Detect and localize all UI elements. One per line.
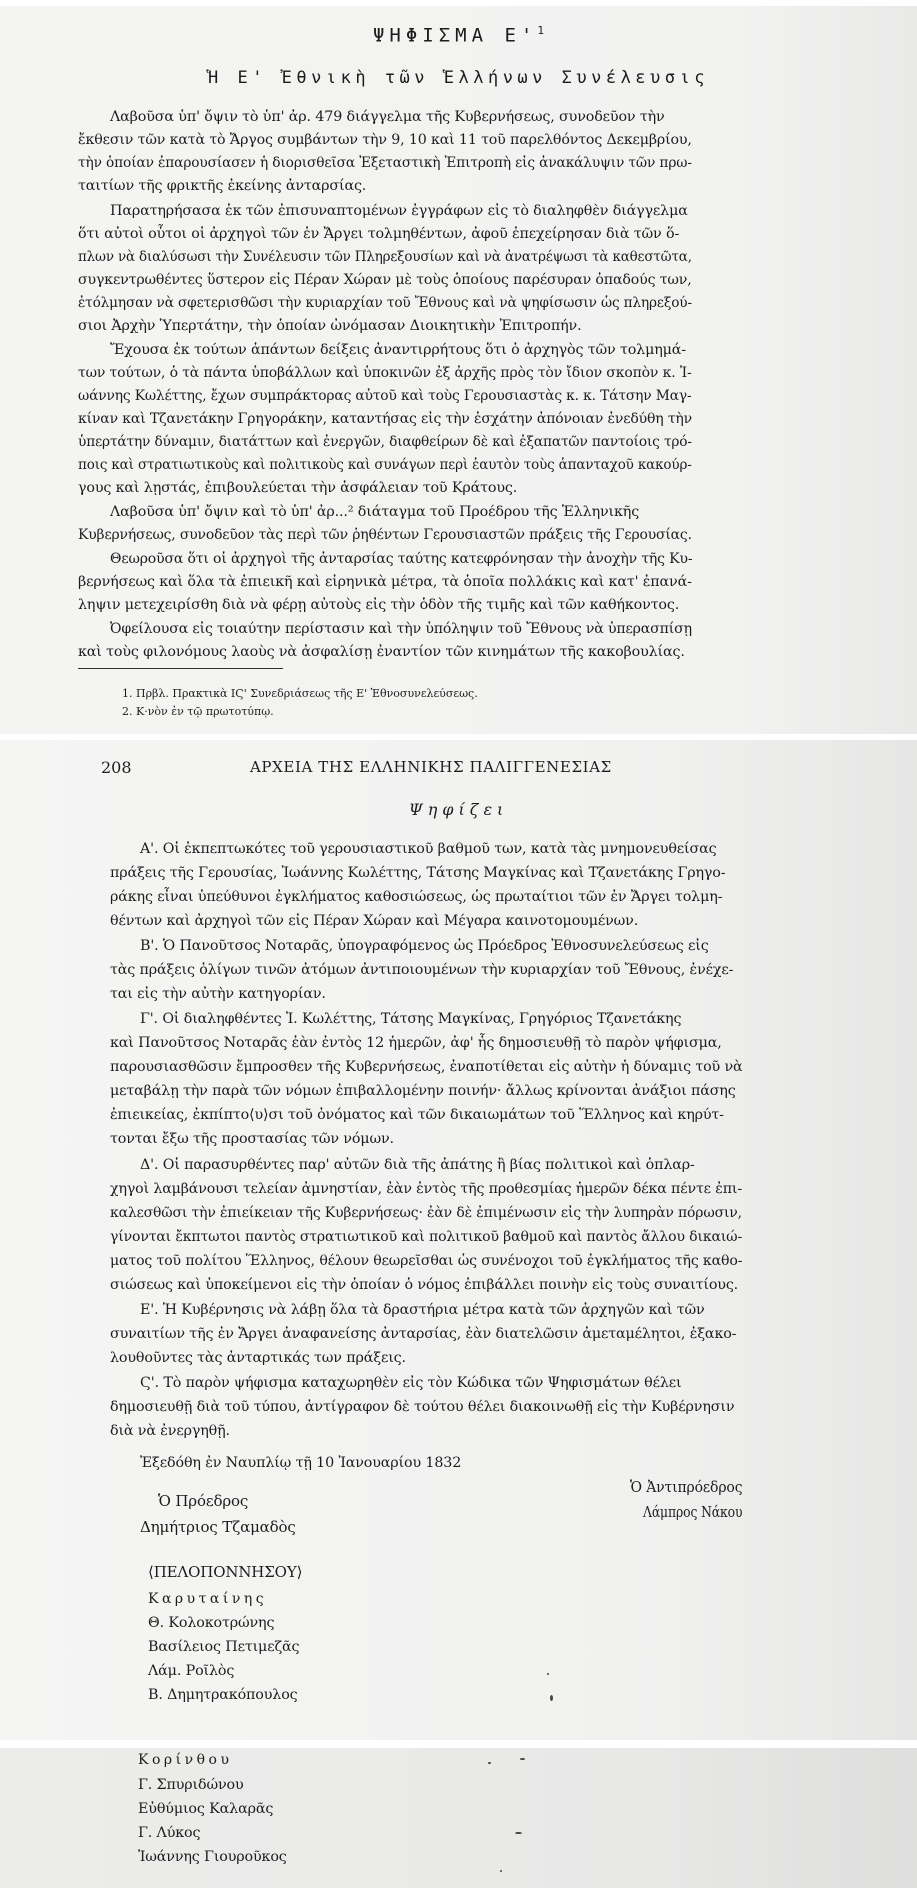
text-line: βερνήσεως καὶ ὅλα τὰ ἐπιεικῆ καὶ εἰρηνικὰ μέτρα, τὰ ὁποῖα πολλάκις καὶ κατ' ἐπανά- (78, 574, 692, 590)
text-line: πράξεις τῆς Γερουσίας, Ἰωάννης Κωλέττης, Τάτσης Μαγκίνας καὶ Τζανετάκης Γρηγο- (110, 865, 726, 881)
text-line: Ϛ'. Τὸ παρὸν ψήφισμα καταχωρηθὲν εἰς τὸν Κώδικα τῶν Ψηφισμάτων θέλει (140, 1375, 682, 1391)
running-head: ΑΡΧΕΙΑ ΤΗΣ ΕΛΛΗΝΙΚΗΣ ΠΑΛΙΓΓΕΝΕΣΙΑΣ (250, 758, 612, 776)
district-heading: Καρυταίνης (148, 1591, 268, 1607)
decree-heading: Ψηφίζει (408, 800, 509, 819)
region-heading: ⟨ΠΕΛΟΠΟΝΝΗΣΟΥ⟩ (148, 1563, 303, 1581)
text-line: γίνονται ἔκπτωτοι παντὸς στρατιωτικοῦ καὶ πολιτικοῦ βαθμοῦ καὶ παντὸς ἄλλου δικαιώ- (110, 1229, 743, 1245)
president-name: Δημήτριος Τζαμαδὸς (140, 1518, 296, 1536)
text-line: τὴν ὁποίαν ἐπαρουσίασεν ἡ διορισθεῖσα Ἐξεταστικὴ Ἐπιτροπὴ εἰς ἀνακάλυψιν τῶν πρω- (78, 155, 692, 171)
text-line: συναιτίων τῆς ἐν Ἄργει ἀναφανείσης ἀνταρσίας, ἐὰν διατελῶσιν ἀμεταμέλητοι, ἐξακο- (110, 1326, 737, 1342)
text-line: σιοι Ἀρχὴν Ὑπερτάτην, τὴν ὁποίαν ὠνόμασαν Διοικητικὴν Ἐπιτροπήν. (78, 318, 582, 334)
text-line: ἐτόλμησαν νὰ σφετερισθῶσι τὴν κυριαρχίαν τοῦ Ἔθνους καὶ νὰ ψηφίσωσιν ὡς πληρεξού- (78, 295, 692, 311)
page-208-scan (0, 740, 917, 1740)
footnote-rule (78, 668, 283, 669)
signatory-name: Βασίλειος Πετιμεζᾶς (148, 1639, 300, 1655)
decree-title-text: ΨΗΦΙΣΜΑ Ε' (372, 24, 538, 47)
text-line: γους καὶ λῃστάς, ἐπιβουλεύεται τὴν ἀσφάλειαν τοῦ Κράτους. (78, 480, 518, 496)
text-line: Γ'. Οἱ διαληφθέντες Ἰ. Κωλέττης, Τάτσης Μαγκίνας, Γρηγόριος Τζανετάκης (140, 1011, 682, 1027)
text-line: καὶ τοὺς φιλονόμους λαοὺς νὰ ἀσφαλίσῃ ἐναντίον τῶν κινημάτων τῆς κακοβουλίας. (78, 644, 685, 660)
text-line: Λαβοῦσα ὑπ' ὄψιν καὶ τὸ ὑπ' ἀρ...² διάταγμα τοῦ Προέδρου τῆς Ἑλληνικῆς (110, 504, 640, 520)
text-line: τὰς πράξεις ὀλίγων τινῶν ἀτόμων ἀντιποιουμένων τὴν κυριαρχίαν τοῦ Ἔθνους, ἐνέχε- (110, 962, 734, 978)
signatory-name: Θ. Κολοκοτρώνης (148, 1615, 275, 1631)
signatory-name: Β. Δημητρακόπουλος (148, 1687, 298, 1703)
text-line: κίναν καὶ Τζανετάκην Γρηγοράκην, καταντήσας εἰς τὴν ἐσχάτην ἀπόνοιαν ἐνεδύθη τὴν (78, 411, 693, 427)
upper-page-scan (0, 6, 917, 734)
assembly-subtitle: Ἡ Ε' Ἐθνικὴ τῶν Ἑλλήνων Συνέλευσις (208, 68, 709, 88)
text-line: Λαβοῦσα ὑπ' ὄψιν τὸ ὑπ' ἀρ. 479 διάγγελμα τῆς Κυβερνήσεως, συνοδεῦον τὴν (110, 109, 665, 125)
scan-speck (547, 1673, 549, 1675)
text-line: ματος τοῦ πολίτου Ἕλληνος, θέλουν θεωρεῖσθαι ὡς συνένοχοι τοῦ ἐγκλήματος τῆς καθο- (110, 1253, 743, 1269)
text-line: ληψιν μετεχειρίσθη διὰ νὰ φέρῃ αὐτοὺς εἰς τὴν ὁδὸν τῆς τιμῆς καὶ τῶν καθήκοντος. (78, 597, 680, 613)
scan-speck (520, 1758, 525, 1760)
text-line: ράκης εἶναι ὑπεύθυνοι ἐγκλήματος καθοσιώσεως, ὡς πρωταίτιοι τῶν ἐν Ἄργει τολμη- (110, 889, 723, 905)
text-line: Α'. Οἱ ἐκπεπτωκότες τοῦ γερουσιαστικοῦ βαθμοῦ των, κατὰ τὰς μνημονευθείσας (140, 841, 717, 857)
footnote: 2. Κ·νὸν ἐν τῷ πρωτοτύπῳ. (122, 705, 274, 718)
text-line: Δ'. Οἱ παρασυρθέντες παρ' αὐτῶν διὰ τῆς ἀπάτης ἢ βίας πολιτικοὶ καὶ ὁπλαρ- (140, 1157, 695, 1173)
text-line: σιώσεως καὶ ὑποκείμενοι εἰς τὴν ὁποίαν ὁ νόμος ἐπιβάλλει ποινὴν εἰς τοὺς συναιτίους. (110, 1277, 739, 1293)
decree-title (0, 24, 917, 46)
text-line: ἔκθεσιν τῶν κατὰ τὸ Ἄργος συμβάντων τὴν 9, 10 καὶ 11 τοῦ παρελθόντος Δεκεμβρίου, (78, 132, 692, 148)
text-line: Θεωροῦσα ὅτι οἱ ἀρχηγοὶ τῆς ἀνταρσίας ταύτης κατεφρόνησαν τὴν ἀνοχὴν τῆς Κυ- (110, 551, 693, 567)
page-number: 208 (101, 758, 132, 777)
scan-speck (488, 1762, 491, 1764)
text-line: λουθοῦντες τὰς ἀνταρτικάς των πράξεις. (110, 1350, 406, 1366)
footnote-marker: 1 (537, 24, 544, 37)
text-line: Ὀφείλουσα εἰς τοιαύτην περίστασιν καὶ τὴν ὑπόληψιν τοῦ Ἔθνους νὰ ὑπερασπίσῃ (110, 621, 692, 637)
text-line: τονται ἔξω τῆς προστασίας τῶν νόμων. (110, 1131, 394, 1147)
vice-president-title: Ὁ Ἀντιπρόεδρος (630, 1478, 743, 1496)
text-line: πλων νὰ διαλύσωσι τὴν Συνέλευσιν τῶν Πληρεξουσίων καὶ νὰ ἀνατρέψωσι τὰ καθεστῶτα, (78, 249, 692, 265)
text-line: ὑπερτάτην δύναμιν, διατάττων καὶ ἐνεργῶν, διαφθείρων δὲ καὶ ἐξαπατῶν παντοίοις τρό- (78, 434, 692, 450)
text-line: Β'. Ὁ Πανοῦτσος Νοταρᾶς, ὑπογραφόμενος ὡς Πρόεδρος Ἐθνοσυνελεύσεως εἰς (140, 938, 709, 954)
text-line: των τούτων, ὁ τὰ πάντα ὑποβάλλων καὶ ὑποκινῶν ἐξ ἀρχῆς πρὸς τὸν ἴδιον σκοπὸν κ. Ἰ- (78, 365, 692, 381)
continuation-scan (0, 1748, 917, 1888)
text-line: θέντων καὶ ἀρχηγοὶ τῶν εἰς Πέραν Χώραν καὶ Μέγαρα καινοτομουμένων. (110, 913, 639, 929)
text-line: δημοσιευθῇ διὰ τοῦ τύπου, ἀντίγραφον δὲ τούτου θέλει διακοινωθῇ εἰς τὴν Κυβέρνησιν (110, 1399, 735, 1415)
signatory-name: Εὐθύμιος Καλαρᾶς (138, 1801, 274, 1817)
text-line: παρουσιασθῶσιν ἔμπροσθεν τῆς Κυβερνήσεως, ἐναποτίθεται εἰς αὐτὴν ἡ δύναμις τοῦ νὰ (110, 1059, 743, 1075)
text-line: συγκεντρωθέντες ὕστερον εἰς Πέραν Χώραν μὲ τοὺς ὁποίους παρέσυραν ὀπαδούς των, (78, 272, 692, 288)
signatory-name: Λάμ. Ροῖλὸς (148, 1663, 235, 1679)
president-title: Ὁ Πρόεδρος (158, 1492, 249, 1510)
scan-speck (500, 1870, 502, 1872)
signatory-name: Γ. Σπυριδώνου (138, 1777, 244, 1793)
text-line: ταιτίων τῆς φρικτῆς ἐκείνης ἀνταρσίας. (78, 178, 367, 194)
text-line: διὰ νὰ ἐνεργηθῇ. (110, 1423, 230, 1439)
text-line: ὅτι αὐτοὶ οὗτοι οἱ ἀρχηγοὶ τῶν ἐν Ἄργει τολμηθέντων, ἀφοῦ ἐπεχείρησαν διὰ τῶν ὅ- (78, 226, 680, 242)
text-line: καὶ Πανοῦτσος Νοταρᾶς ἐὰν ἐντὸς 12 ἡμερῶν, ἀφ' ἧς δημοσιευθῇ τὸ παρὸν ψήφισμα, (110, 1035, 722, 1051)
text-line: Κυβερνήσεως, συνοδεῦον τὰς περὶ τῶν ῥηθέντων Γερουσιαστῶν πράξεις τῆς Γερουσίας. (78, 527, 692, 543)
text-line: Ε'. Ἡ Κυβέρνησις νὰ λάβῃ ὅλα τὰ δραστήρια μέτρα κατὰ τῶν ἀρχηγῶν καὶ τῶν (140, 1302, 705, 1318)
text-line: ωάννης Κωλέττης, ἔχων συμπράκτορας αὐτοῦ καὶ τοὺς Γερουσιαστὰς κ. κ. Τάτσην Μαγ- (78, 388, 692, 404)
footnote: 1. Πρβλ. Πρακτικὰ ΙϚ' Συνεδριάσεως τῆς Ε' Ἐθνοσυνελεύσεως. (122, 687, 478, 700)
text-line: Ἔχουσα ἐκ τούτων ἁπάντων δείξεις ἀναντιρρήτους ὅτι ὁ ἀρχηγὸς τῶν τολμημά- (110, 342, 686, 358)
district-heading: Κορίνθου (138, 1752, 233, 1768)
issue-date-line: Ἐξεδόθη ἐν Ναυπλίῳ τῇ 10 Ἰανουαρίου 1832 (140, 1455, 462, 1471)
scan-speck (550, 1695, 553, 1701)
vice-president-name: Λάμπρος Νάκου (643, 1503, 743, 1521)
text-line: μεταβάλῃ τὴν παρὰ τῶν νόμων ἐπιβαλλομένην ποινήν· ἄλλως κρίνονται ἀνάξιοι πάσης (110, 1083, 736, 1099)
signatory-name: Ἰωάννης Γιουροῦκος (138, 1849, 287, 1865)
scan-separator (0, 1740, 917, 1748)
signatory-name: Γ. Λύκος (138, 1825, 201, 1841)
scan-speck (515, 1832, 522, 1834)
text-line: Παρατηρήσασα ἐκ τῶν ἐπισυναπτομένων ἐγγράφων εἰς τὸ διαληφθὲν διάγγελμα (110, 203, 688, 219)
text-line: ται εἰς τὴν αὐτὴν κατηγορίαν. (110, 986, 326, 1002)
text-line: καλεσθῶσι τὴν ἐπιείκειαν τῆς Κυβερνήσεως· ἐὰν δὲ ἐπιμένωσιν εἰς τὴν λυπηρὰν πόρωσιν, (110, 1205, 742, 1221)
text-line: ἐπιεικείας, ἐκπίπτο⟨υ⟩σι τοῦ ὀνόματος καὶ τῶν δικαιωμάτων τοῦ Ἕλληνος καὶ κηρύτ- (110, 1107, 724, 1123)
text-line: ποις καὶ στρατιωτικοὺς καὶ πολιτικοὺς καὶ συνάγων περὶ ἑαυτὸν τοὺς ἁπανταχοῦ κακούρ- (78, 457, 692, 473)
text-line: χηγοὶ λαμβάνουσι τελείαν ἀμνηστίαν, ἐὰν ἐντὸς τῆς προθεσμίας ἡμερῶν δέκα πέντε ἐπι- (110, 1181, 742, 1197)
